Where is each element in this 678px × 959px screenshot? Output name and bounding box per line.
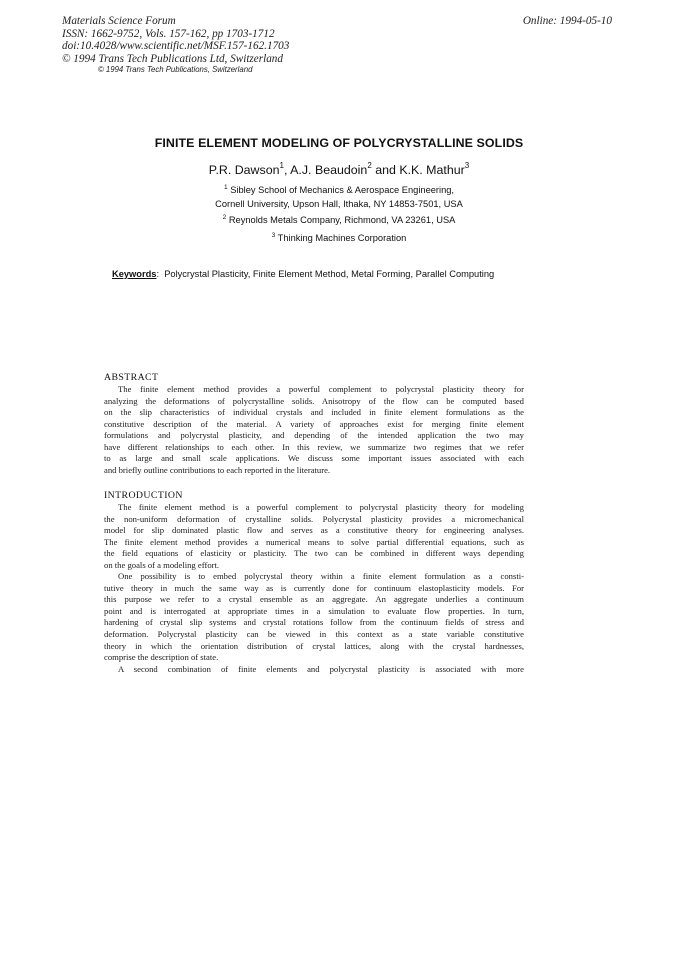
author-name: P.R. Dawson <box>208 163 280 177</box>
affiliation-text: Reynolds Metals Company, Richmond, VA 23261, USA <box>228 215 456 225</box>
affiliation-text: Sibley School of Mechanics & Aerospace Engineering, <box>230 185 454 195</box>
issn-line: ISSN: 1662-9752, Vols. 157-162, pp 1703-1712 <box>62 27 275 40</box>
affiliation-marker: 1 <box>224 184 228 191</box>
author-separator: and <box>371 163 400 177</box>
abstract-heading: ABSTRACT <box>104 372 159 383</box>
paper-title: FINITE ELEMENT MODELING OF POLYCRYSTALLINE SOLIDS <box>154 136 524 150</box>
intro-line: tutive theory in much the same way as is currently done for continuum elastoplasticity models. For <box>104 582 524 593</box>
affiliation-line <box>0 199 678 209</box>
intro-line: deformation. Polycrystal plasticity can be viewed in this context as a state variable constitutive <box>104 629 524 640</box>
intro-line: point and is interrogated at appropriate times in a simulation to evaluate flow properties. In turn, <box>104 605 524 616</box>
affiliation-marker: 3 <box>271 232 276 239</box>
intro-line: the field equations of elasticity or plasticity. The two can be combined in different ways depending <box>104 548 524 559</box>
intro-line: the non-uniform deformation of crystalline solids. Polycrystal plasticity provides a micromechanical <box>104 513 524 524</box>
intro-line: One possibility is to embed polycrystal theory within a finite element formulation as a consti- <box>118 571 524 582</box>
doi-line[interactable]: doi:10.4028/www.scientific.net/MSF.157-162.1703 <box>62 40 290 53</box>
abstract-line: constitutive description of the material. A variety of approaches exist for merging finite element <box>104 418 524 429</box>
journal-metadata <box>62 15 289 65</box>
abstract-line: formulations and polycrystal plasticity, and depending of the intended application the two may <box>104 430 524 441</box>
intro-line: model for slip dominated plastic flow and serves as a constitutive theory for engineering analyses. <box>104 525 524 536</box>
copyright-small: © 1994 Trans Tech Publications, Switzerland <box>98 65 253 74</box>
keywords-colon: : <box>156 269 160 279</box>
intro-line: A second combination of finite elements and polycrystal plasticity is associated with more <box>118 663 524 674</box>
abstract-line: and briefly outline contributions to each reported in the literature. <box>104 464 331 475</box>
abstract-body <box>104 384 524 476</box>
abstract-line: The finite element method provides a powerful complement to polycrystal plasticity theory for <box>118 384 524 394</box>
copyright-line: © 1994 Trans Tech Publications Ltd, Switzerland <box>62 52 283 65</box>
intro-line: comprise the description of state. <box>104 652 219 663</box>
affiliation-line <box>0 215 678 225</box>
author-affiliation-marker: 1 <box>279 161 284 170</box>
intro-line: hardening of crystal slip systems and crystal rotations follow from the continuum fields of stress and <box>104 617 524 628</box>
author-affiliation-marker: 3 <box>464 161 470 170</box>
intro-line: The finite element method is a powerful complement to polycrystal plasticity theory for modeling <box>118 502 524 512</box>
affiliation-line <box>0 185 678 195</box>
abstract-line: to as large and small scale applications. We discuss some important issues associated with each <box>104 453 524 464</box>
intro-line: on the goals of a modeling effort. <box>104 559 220 570</box>
author-name: A.J. Beaudoin <box>290 163 368 177</box>
author-list <box>0 163 678 177</box>
affiliation-text: Cornell University, Upson Hall, Ithaka, NY 14853-7501, USA <box>215 199 463 209</box>
abstract-line: have different relationships to each other. In this review, we summarize two regimes that we refer <box>104 441 524 452</box>
affiliation-text: Thinking Machines Corporation <box>277 233 407 243</box>
keywords-label: Keywords <box>112 269 157 279</box>
author-affiliation-marker: 2 <box>367 161 372 170</box>
intro-line: this purpose we refer to a crystal ensemble as an aggregate. An aggregate underlies a continuum <box>104 594 524 605</box>
online-date: Online: 1994-05-10 <box>522 15 612 27</box>
affiliation-marker: 2 <box>222 214 227 221</box>
journal-name: Materials Science Forum <box>62 15 176 27</box>
affiliation-line <box>0 233 678 243</box>
introduction-heading: INTRODUCTION <box>104 490 183 501</box>
intro-line: The finite element method provides a numerical means to solve partial differential equations, such as <box>104 536 524 547</box>
keywords-block <box>112 268 516 280</box>
abstract-line: analyzing the deformations of polycrystalline solids. Anisotropy of the flow can be computed based <box>104 395 524 406</box>
keywords-text: Polycrystal Plasticity, Finite Element Method, Metal Forming, Parallel Computing <box>164 269 495 279</box>
introduction-body <box>104 502 524 675</box>
intro-line: theory in which the orientation distribution of crystal lattices, along with the crystal hardnesses, <box>104 640 524 651</box>
author-separator: , <box>283 163 291 177</box>
author-name: K.K. Mathur <box>399 163 465 177</box>
abstract-line: on the slip characteristics of individual crystals and included in finite element formulations as the <box>104 407 524 418</box>
